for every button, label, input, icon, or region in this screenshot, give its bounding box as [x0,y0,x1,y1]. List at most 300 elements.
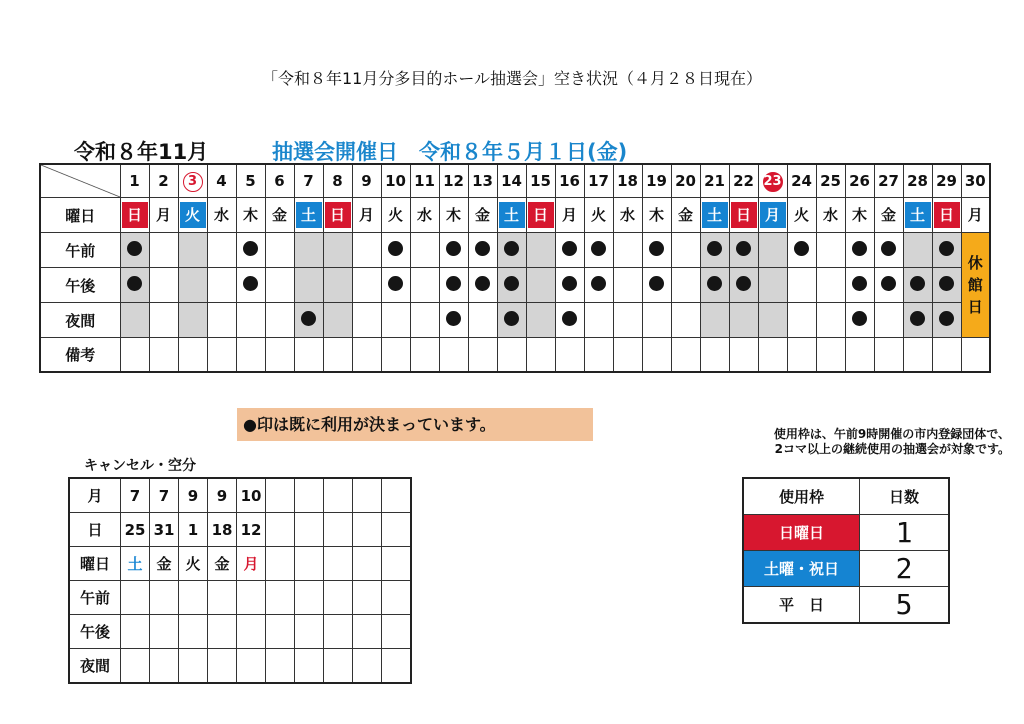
slot-cell-pm [468,268,497,303]
slot-cell-pm [178,268,207,303]
slot-cell-night [642,303,671,338]
slot-cell-am [207,233,236,268]
day-number-cell [352,164,381,198]
cancel-wd-cell [150,547,179,581]
weekday-cell [903,198,932,233]
weekday-cell [236,198,265,233]
usage-note-line: 使用枠は、午前9時開催の市内登録団体で、 [773,427,1010,441]
day-number: 12 [443,172,464,190]
day-number: 16 [559,172,580,190]
slot-cell-am [555,233,584,268]
remarks-cell [497,338,526,373]
quota-row [743,587,949,624]
quota-category: 土曜・祝日 [743,551,860,587]
cancel-day-cell [150,513,179,547]
quota-count: 2 [860,551,950,587]
cancel-slot-cell [179,649,208,684]
booked-dot-icon [736,276,751,291]
cancel-month-cell [353,478,382,513]
cancel-wd-cell [237,547,266,581]
day-number-cell [729,164,758,198]
cancel-slot-cell [150,615,179,649]
day-number-cell [642,164,671,198]
row-label-weekday: 曜日 [40,198,120,233]
booked-dot-icon [562,276,577,291]
slot-cell-night [294,303,323,338]
cancel-label-month: 月 [69,478,121,513]
day-number: 7 [303,172,314,190]
slot-cell-night [497,303,526,338]
slot-cell-am [149,233,178,268]
day-number-cell [816,164,845,198]
row-label-remarks: 備考 [40,338,120,373]
slot-cell-night [149,303,178,338]
corner-cell [40,164,120,198]
day-number: 5 [245,172,256,190]
cancel-month: 10 [240,486,262,505]
cancel-wd-cell [121,547,150,581]
cancel-wd-cell [324,547,353,581]
weekday-cell [468,198,497,233]
slot-cell-pm [149,268,178,303]
day-number-cell [294,164,323,198]
day-number-cell [961,164,990,198]
cancel-slot-cell [237,615,266,649]
cancel-day-cell [324,513,353,547]
quota-count: 1 [860,515,950,551]
slot-cell-pm [120,268,149,303]
cancel-slot-cell [353,615,382,649]
cancel-label-day: 日 [69,513,121,547]
remarks-cell [787,338,816,373]
day-number: 1 [129,172,140,190]
day-number-cell [584,164,613,198]
booked-dot-icon [446,311,461,326]
booked-dot-icon [446,241,461,256]
cancel-day-cell [295,513,324,547]
slot-cell-am [932,233,961,268]
day-number: 26 [849,172,870,190]
slot-cell-am [700,233,729,268]
holiday-day-number: 23 [763,172,783,192]
weekday-cell [526,198,555,233]
quota-category: 日曜日 [743,515,860,551]
cancel-month-cell [382,478,412,513]
day-number-cell [236,164,265,198]
day-number-cell [381,164,410,198]
weekday-label: 月 [561,206,577,224]
remarks-cell [700,338,729,373]
slot-cell-night [932,303,961,338]
day-number-cell [671,164,700,198]
slot-cell-pm [555,268,584,303]
slot-cell-night [323,303,352,338]
slot-cell-am [468,233,497,268]
cancel-day-cell [121,513,150,547]
weekday-cell [439,198,468,233]
quota-category: 平 日 [743,587,860,624]
day-number: 20 [675,172,696,190]
cancel-wd-cell [266,547,295,581]
cancel-day: 12 [240,520,262,539]
slot-cell-am [642,233,671,268]
weekday-cell [700,198,729,233]
day-number-cell [207,164,236,198]
slot-cell-am [903,233,932,268]
slot-cell-am [671,233,700,268]
cancel-wd: 土 [127,555,143,573]
document-title: 「令和８年11月分多目的ホール抽選会」空き状況（４月２８日現在） [261,69,763,88]
slot-cell-am [526,233,555,268]
cancel-month-cell [295,478,324,513]
cancel-label-pm: 午後 [69,615,121,649]
cancel-month-cell [266,478,295,513]
day-number: 27 [878,172,899,190]
booked-dot-icon [301,311,316,326]
slot-cell-night [381,303,410,338]
cancel-month-cell [324,478,353,513]
booked-notice: ●印は既に利用が決まっています。 [237,408,593,441]
cancel-day-cell [353,513,382,547]
cancel-slot-cell [324,581,353,615]
weekday-cell [874,198,903,233]
day-number: 29 [936,172,957,190]
day-number: 10 [385,172,406,190]
slot-cell-pm [236,268,265,303]
slot-cell-night [758,303,787,338]
remarks-cell [294,338,323,373]
weekday-label: 月 [358,206,374,224]
day-number: 22 [733,172,754,190]
cancel-slot-cell [382,649,412,684]
slot-cell-night [584,303,613,338]
weekday-cell [787,198,816,233]
day-number: 8 [332,172,343,190]
slot-cell-night [236,303,265,338]
booked-dot-icon [591,276,606,291]
day-number-cell [497,164,526,198]
slot-cell-am [874,233,903,268]
weekday-cell [323,198,352,233]
booked-dot-icon [852,276,867,291]
remarks-cell [845,338,874,373]
day-number: 9 [361,172,372,190]
weekday-cell [178,198,207,233]
slot-cell-night [265,303,294,338]
weekday-label: 火 [387,206,403,224]
booked-dot-icon [475,241,490,256]
weekday-label: 土 [905,202,931,228]
cancel-slot-cell [179,581,208,615]
slot-cell-am [816,233,845,268]
remarks-cell [613,338,642,373]
slot-cell-pm [526,268,555,303]
cancel-day: 31 [153,520,175,539]
day-number: 4 [216,172,227,190]
cancel-slot-cell [208,649,237,684]
cancel-day-cell [382,513,412,547]
remarks-cell [526,338,555,373]
slot-cell-pm [584,268,613,303]
weekday-label: 木 [242,206,258,224]
weekday-label: 火 [590,206,606,224]
weekday-label: 水 [416,206,432,224]
weekday-label: 木 [851,206,867,224]
cancel-month: 7 [158,486,170,505]
slot-cell-am [497,233,526,268]
day-number: 6 [274,172,285,190]
day-number-cell [555,164,584,198]
weekday-cell [207,198,236,233]
slot-cell-pm [758,268,787,303]
holiday-day-number: 3 [183,172,203,192]
remarks-cell [816,338,845,373]
weekday-label: 木 [445,206,461,224]
day-number-cell [845,164,874,198]
slot-cell-night [468,303,497,338]
weekday-label: 金 [677,206,693,224]
closed-label: 休館日 [967,254,983,316]
cancel-wd-cell [382,547,412,581]
day-number-cell [932,164,961,198]
quota-table [742,477,950,624]
day-number-cell [874,164,903,198]
weekday-cell [671,198,700,233]
day-number-cell [787,164,816,198]
booked-dot-icon [562,241,577,256]
remarks-cell [207,338,236,373]
cancel-day-cell [237,513,266,547]
weekday-cell [758,198,787,233]
quota-header-category: 使用枠 [743,478,860,515]
weekday-label: 金 [271,206,287,224]
remarks-cell [439,338,468,373]
cancel-wd: 金 [156,555,172,573]
day-number: 14 [501,172,522,190]
day-number: 24 [791,172,812,190]
remarks-cell [642,338,671,373]
weekday-cell [584,198,613,233]
availability-calendar [39,163,991,373]
cancel-table [68,477,412,684]
row-label-night: 夜間 [40,303,120,338]
cancel-title: キャンセル・空分 [84,458,196,474]
cancel-slot-cell [295,615,324,649]
booked-dot-icon [910,311,925,326]
booked-dot-icon [504,311,519,326]
slot-cell-pm [787,268,816,303]
day-number: 15 [530,172,551,190]
slot-cell-night [671,303,700,338]
booked-dot-icon [707,276,722,291]
day-number: 19 [646,172,667,190]
slot-cell-night [845,303,874,338]
remarks-cell [265,338,294,373]
row-label-pm: 午後 [40,268,120,303]
quota-row [743,551,949,587]
booked-dot-icon [243,276,258,291]
weekday-cell [120,198,149,233]
slot-cell-pm [642,268,671,303]
slot-cell-am [729,233,758,268]
weekday-label: 日 [731,202,757,228]
lottery-date: 抽選会開催日 令和８年５月１日(金) [272,140,628,164]
cancel-label-am: 午前 [69,581,121,615]
cancel-slot-cell [150,581,179,615]
remarks-cell [120,338,149,373]
weekday-cell [265,198,294,233]
weekday-label: 日 [934,202,960,228]
slot-cell-night [178,303,207,338]
weekday-cell [845,198,874,233]
slot-cell-night [410,303,439,338]
remarks-cell [468,338,497,373]
slot-cell-am [236,233,265,268]
booked-dot-icon [794,241,809,256]
booked-dot-icon [649,276,664,291]
weekday-label: 火 [793,206,809,224]
slot-cell-pm [816,268,845,303]
closed-day-cell [961,233,990,338]
slot-cell-am [120,233,149,268]
day-number-cell [265,164,294,198]
cancel-slot-cell [324,615,353,649]
weekday-label: 金 [880,206,896,224]
booked-dot-icon [504,241,519,256]
day-number: 25 [820,172,841,190]
booked-dot-icon [939,241,954,256]
booked-dot-icon [562,311,577,326]
slot-cell-night [816,303,845,338]
day-number: 11 [414,172,435,190]
booked-dot-icon [591,241,606,256]
day-number-cell [468,164,497,198]
cancel-wd-cell [208,547,237,581]
cancel-wd-cell [179,547,208,581]
booked-dot-icon [127,241,142,256]
slot-cell-pm [410,268,439,303]
slot-cell-night [439,303,468,338]
remarks-cell [410,338,439,373]
weekday-label: 水 [619,206,635,224]
cancel-label-night: 夜間 [69,649,121,684]
weekday-label: 土 [702,202,728,228]
day-number: 17 [588,172,609,190]
weekday-label: 日 [528,202,554,228]
cancel-slot-cell [179,615,208,649]
remarks-cell [584,338,613,373]
slot-cell-am [787,233,816,268]
weekday-label: 土 [296,202,322,228]
weekday-cell [497,198,526,233]
cancel-slot-cell [208,581,237,615]
cancel-day: 1 [187,520,199,539]
cancel-wd: 火 [185,555,201,573]
booked-dot-icon [388,241,403,256]
cancel-month-cell [121,478,150,513]
weekday-cell [816,198,845,233]
weekday-label: 木 [648,206,664,224]
day-number-cell [410,164,439,198]
slot-cell-night [903,303,932,338]
cancel-slot-cell [353,581,382,615]
cancel-month: 7 [129,486,141,505]
usage-note [680,427,1010,457]
slot-cell-night [120,303,149,338]
weekday-label: 日 [325,202,351,228]
slot-cell-pm [439,268,468,303]
cancel-slot-cell [266,615,295,649]
weekday-cell [149,198,178,233]
cancel-slot-cell [237,649,266,684]
booked-dot-icon [446,276,461,291]
slot-cell-am [845,233,874,268]
slot-cell-am [178,233,207,268]
day-number-cell [526,164,555,198]
cancel-slot-cell [382,581,412,615]
cancel-slot-cell [353,649,382,684]
quota-row [743,515,949,551]
remarks-cell [961,338,990,373]
slot-cell-pm [729,268,758,303]
day-number: 30 [964,172,986,190]
day-number-cell [758,164,787,198]
cancel-slot-cell [266,649,295,684]
weekday-label: 火 [180,202,206,228]
slot-cell-am [584,233,613,268]
cancel-month-cell [237,478,266,513]
cancel-day-cell [266,513,295,547]
slot-cell-am [381,233,410,268]
remarks-cell [874,338,903,373]
weekday-cell [352,198,381,233]
slot-cell-pm [381,268,410,303]
cancel-slot-cell [382,615,412,649]
cancel-wd: 金 [214,555,230,573]
slot-cell-night [700,303,729,338]
day-number-cell [120,164,149,198]
remarks-cell [352,338,381,373]
slot-cell-am [410,233,439,268]
slot-cell-am [265,233,294,268]
cancel-month: 9 [187,486,199,505]
slot-cell-am [294,233,323,268]
slot-cell-pm [613,268,642,303]
slot-cell-pm [932,268,961,303]
day-number-cell [700,164,729,198]
cancel-wd: 月 [243,555,259,573]
cancel-slot-cell [208,615,237,649]
booked-dot-icon [243,241,258,256]
remarks-cell [236,338,265,373]
booked-dot-icon [707,241,722,256]
booked-dot-icon [881,241,896,256]
booked-dot-icon [649,241,664,256]
day-number: 13 [472,172,493,190]
weekday-cell [294,198,323,233]
cancel-month: 9 [216,486,228,505]
weekday-label: 土 [499,202,525,228]
day-number: 18 [617,172,638,190]
day-number: 2 [158,172,169,190]
slot-cell-am [352,233,381,268]
remarks-cell [323,338,352,373]
remarks-cell [671,338,700,373]
cancel-day: 25 [124,520,146,539]
weekday-cell [961,198,990,233]
weekday-label: 日 [122,202,148,228]
cancel-month-cell [150,478,179,513]
